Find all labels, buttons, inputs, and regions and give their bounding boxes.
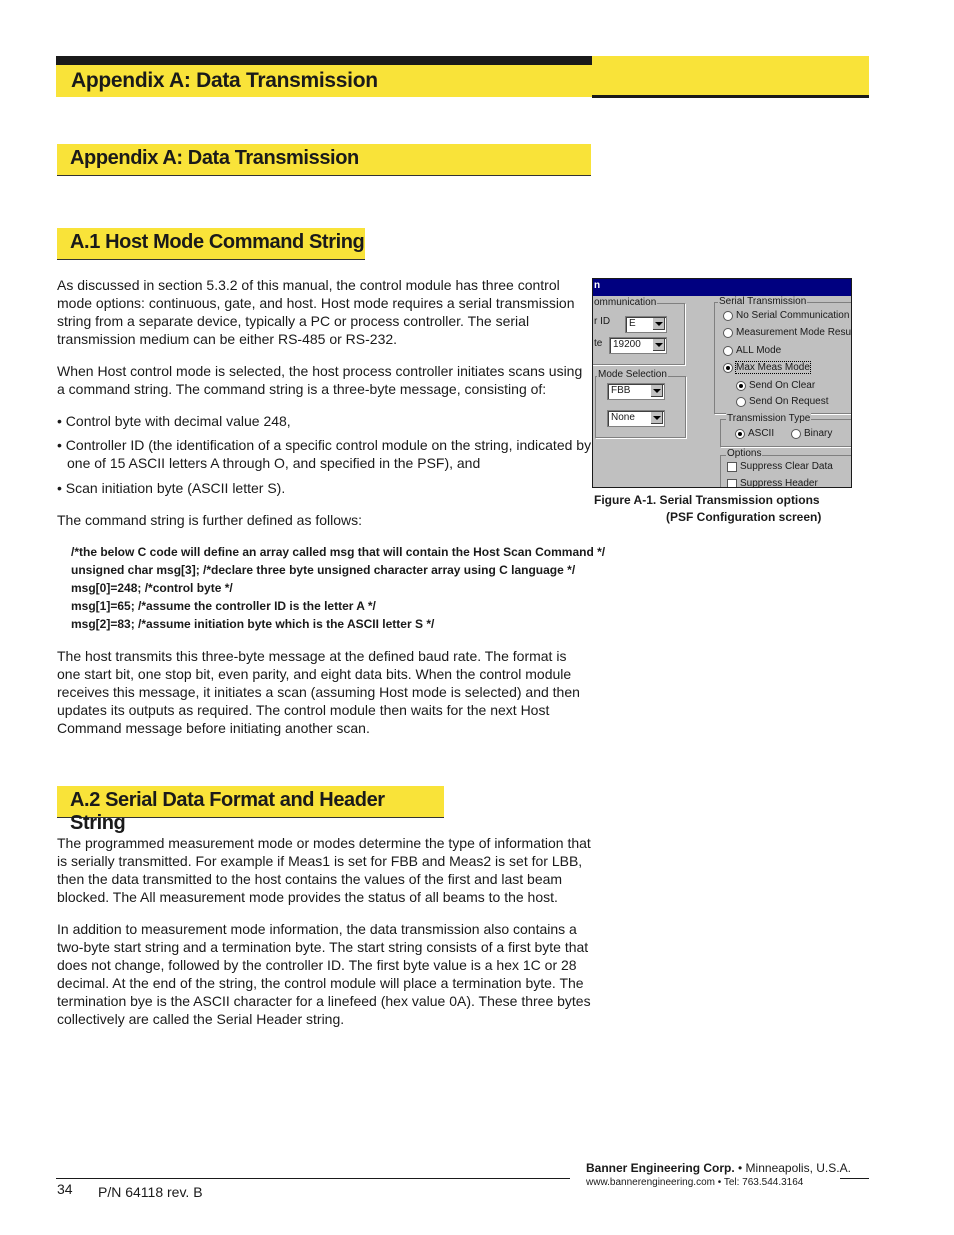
- chevron-down-icon[interactable]: [653, 339, 665, 351]
- communication-group: [592, 303, 685, 365]
- figure-caption-line-1: Figure A-1. Serial Transmission options: [594, 493, 820, 507]
- measurement-mode-1-dropdown[interactable]: [607, 383, 665, 400]
- max-meas-mode-label: Max Meas Mode: [736, 362, 810, 373]
- a1-paragraph-4: The host transmits this three-byte message at the defined baud rate. The format is one start bit, one stop bit, even parity, and eight data bits. When the control module receives this message, it initiates a scan (assuming Host mode is selected) and then updates its outputs as required. The control module then waits for the next Host Command message before initiating another scan.: [57, 648, 580, 736]
- appendix-heading: [57, 144, 591, 176]
- controller-id-dropdown[interactable]: [625, 316, 667, 333]
- measurement-mode-result-radio[interactable]: Measurement Mode Resu: [723, 327, 851, 338]
- page-number: 34: [57, 1181, 73, 1197]
- window-titlebar: [593, 279, 851, 296]
- banner-title: Appendix A: Data Transmission: [71, 69, 378, 92]
- chevron-down-icon[interactable]: [651, 385, 663, 397]
- a2-paragraph-2: In addition to measurement mode information, the data transmission also contains a two-byte start string and a termination byte. The start string consists of a first byte that does not change, followed by the controller ID. The first byte value is a hex 1C or 28 decimal. At the end of the string, the control module will place a termination byte. The termination bye is the ASCII character for a linefeed (hex value 0A). These three bytes collectively are called the Serial Header string.: [57, 921, 591, 1027]
- transmission-type-group-label: Transmission Type: [727, 413, 811, 424]
- controller-id-value: E: [629, 318, 636, 329]
- window-title: n: [594, 280, 601, 291]
- figure-caption-line-2: (PSF Configuration screen): [666, 510, 822, 524]
- baud-rate-label: te: [594, 338, 603, 349]
- company-location: • Minneapolis, U.S.A.: [734, 1161, 851, 1175]
- code-line: /*the below C code will define an array called msg that will contain the Host Scan Command */: [71, 545, 606, 559]
- a1-bullet-3: • Scan initiation byte (ASCII letter S).: [57, 480, 286, 496]
- company-contact: www.bannerengineering.com • Tel: 763.544.3164: [586, 1177, 804, 1188]
- measurement-mode-2-value: None: [611, 412, 635, 423]
- a1-paragraph-2: When Host control mode is selected, the host process controller initiates scans using a command string. The command string is a three-byte message, consisting of:: [57, 363, 583, 397]
- code-line: unsigned char msg[3]; /*declare three byte unsigned character array using C language */: [71, 563, 576, 577]
- code-line: msg[1]=65; /*assume the controller ID is the letter A */: [71, 599, 376, 613]
- code-line: msg[0]=248; /*control byte */: [71, 581, 233, 595]
- ascii-radio[interactable]: ASCII: [735, 428, 774, 439]
- company-name: Banner Engineering Corp.: [586, 1161, 735, 1175]
- controller-id-label: r ID: [594, 316, 611, 327]
- a2-paragraph-1: The programmed measurement mode or modes determine the type of information that is serially transmitted. For example if Meas1 is set for FBB and Meas2 is set for LBB, then the data transmitted to the host contains the values of the first and last beam blocked. The All measurement mode provides the status of all beams to the host.: [57, 835, 591, 905]
- section-a2-heading: [57, 786, 444, 834]
- footer-divider: [56, 1178, 570, 1179]
- a1-bullet-1: • Control byte with decimal value 248,: [57, 413, 291, 429]
- options-group-label: Options: [727, 448, 762, 459]
- all-mode-radio[interactable]: ALL Mode: [723, 345, 781, 356]
- measurement-mode-1-value: FBB: [611, 385, 631, 396]
- appendix-heading-text: Appendix A: Data Transmission: [70, 147, 359, 169]
- serial-transmission-group-label: Serial Transmission: [719, 296, 807, 307]
- send-on-request-radio[interactable]: Send On Request: [736, 396, 829, 407]
- page-banner: [56, 56, 869, 98]
- serial-transmission-screenshot: [592, 278, 852, 488]
- no-serial-communication-radio[interactable]: No Serial Communication: [723, 310, 849, 321]
- measurement-mode-2-dropdown[interactable]: [607, 410, 665, 427]
- baud-rate-dropdown[interactable]: [609, 337, 667, 354]
- suppress-clear-data-checkbox[interactable]: Suppress Clear Data: [727, 461, 833, 472]
- max-meas-mode-radio[interactable]: [723, 362, 810, 373]
- a1-bullet-2: • Controller ID (the identification of a specific control module on the string, indicated by one of 15 ASCII letters A through O, and specified in the PSF), and: [57, 437, 592, 471]
- binary-radio[interactable]: Binary: [791, 428, 832, 439]
- mode-selection-group-label: Mode Selection: [598, 369, 667, 380]
- part-number: P/N 64118 rev. B: [98, 1184, 203, 1200]
- section-a1-heading-text: A.1 Host Mode Command String: [70, 231, 365, 253]
- send-on-clear-radio[interactable]: Send On Clear: [736, 380, 815, 391]
- footer-divider: [840, 1178, 869, 1179]
- code-line: msg[2]=83; /*assume initiation byte which is the ASCII letter S */: [71, 617, 435, 631]
- suppress-header-checkbox[interactable]: Suppress Header: [727, 478, 818, 488]
- baud-rate-value: 19200: [613, 339, 641, 350]
- section-a1-heading: [57, 228, 365, 260]
- company-line: [586, 1161, 851, 1175]
- chevron-down-icon[interactable]: [653, 318, 665, 330]
- code-block: [71, 543, 606, 633]
- figure-caption: [594, 492, 821, 526]
- communication-group-label: ommunication: [594, 297, 657, 308]
- chevron-down-icon[interactable]: [651, 412, 663, 424]
- a1-paragraph-1: As discussed in section 5.3.2 of this manual, the control module has three control mode options: continuous, gate, and host. Host mode requires a serial transmission string from a separate device, typically a PC or process controller. The serial transmission medium can be either RS-485 or RS-232.: [57, 277, 575, 347]
- section-a2-heading-text: A.2 Serial Data Format and Header String: [70, 789, 385, 834]
- a1-paragraph-3: The command string is further defined as follows:: [57, 512, 363, 528]
